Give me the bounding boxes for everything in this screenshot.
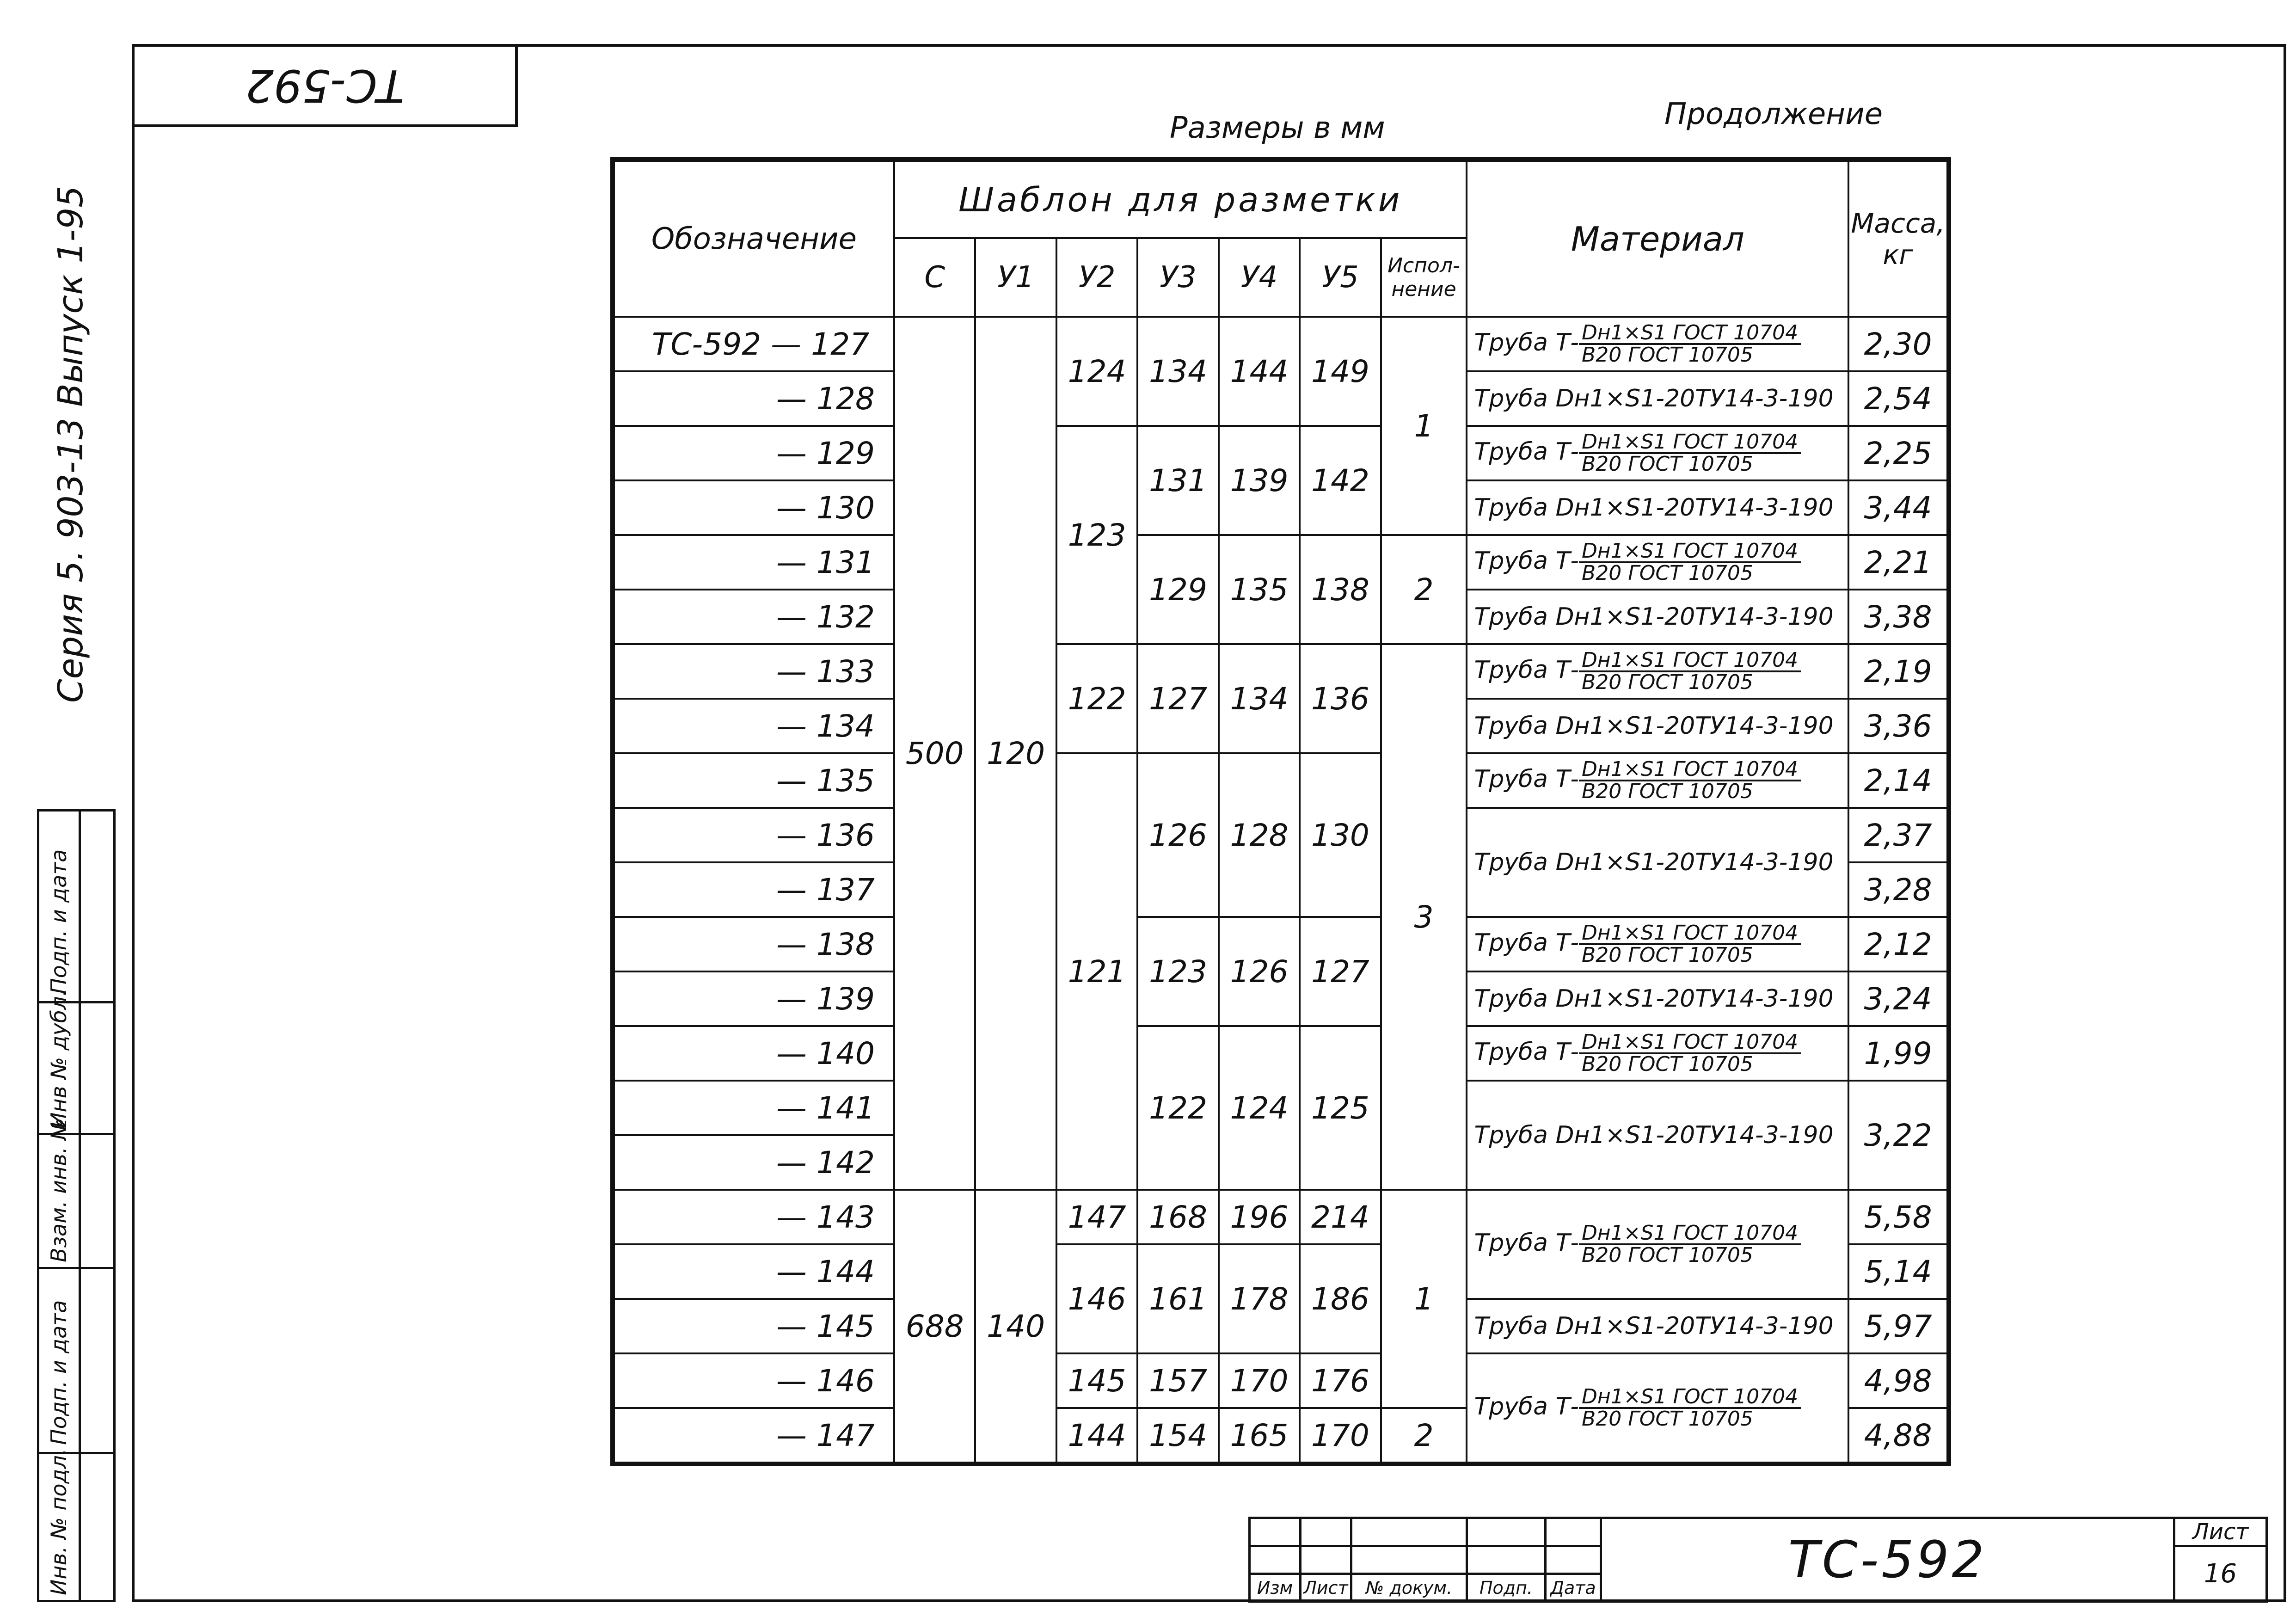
material-prefix: Труба Т- xyxy=(1474,1229,1579,1257)
table-row-designation: — 133 xyxy=(613,644,894,699)
spec-table xyxy=(610,157,1951,1466)
fraction-num: Dн1×S1 ГОСТ 10704 xyxy=(1579,541,1801,563)
material-gost xyxy=(1467,1353,1848,1464)
y5-value: 130 xyxy=(1300,753,1381,917)
material-tu: Труба Dн1×S1-20ТУ14-3-190 xyxy=(1467,971,1848,1026)
version-value: 1 xyxy=(1381,1190,1467,1408)
version-value: 2 xyxy=(1381,1408,1467,1464)
y4-value: 124 xyxy=(1219,1026,1300,1190)
material-fraction xyxy=(1579,323,1801,365)
material-prefix: Труба Т- xyxy=(1474,765,1579,793)
y2-value: 123 xyxy=(1056,426,1137,644)
y3-value: 126 xyxy=(1137,753,1218,917)
mass-value: 2,21 xyxy=(1848,535,1949,590)
material-prefix: Труба Т- xyxy=(1474,1038,1579,1066)
table-row-designation: — 143 xyxy=(613,1190,894,1244)
mass-value: 2,25 xyxy=(1848,426,1949,480)
material-gost xyxy=(1467,1190,1848,1299)
table-row-designation: — 129 xyxy=(613,426,894,480)
y4-value: 178 xyxy=(1219,1244,1300,1353)
y4-value: 165 xyxy=(1219,1408,1300,1464)
fraction-den: В20 ГОСТ 10705 xyxy=(1582,1407,1753,1431)
y3-value: 134 xyxy=(1137,317,1218,426)
header-y3: У3 xyxy=(1137,238,1218,317)
tb-label-sign: Подп. xyxy=(1467,1574,1546,1602)
y4-value: 139 xyxy=(1219,426,1300,535)
y4-value: 144 xyxy=(1219,317,1300,426)
table-row-designation: — 134 xyxy=(613,699,894,753)
material-fraction xyxy=(1579,432,1801,474)
y2-value: 124 xyxy=(1056,317,1137,426)
fraction-num: Dн1×S1 ГОСТ 10704 xyxy=(1579,759,1801,781)
mass-value: 2,19 xyxy=(1848,644,1949,699)
tb-label-list: Лист xyxy=(1301,1574,1351,1602)
y4-value: 196 xyxy=(1219,1190,1300,1244)
table-row-designation: — 135 xyxy=(613,753,894,808)
mass-value: 1,99 xyxy=(1848,1026,1949,1081)
top-code-text: ТС-592 xyxy=(245,60,405,111)
mass-value: 2,30 xyxy=(1848,317,1949,371)
mass-value: 2,54 xyxy=(1848,371,1949,426)
y2-value: 144 xyxy=(1056,1408,1137,1464)
table-row-designation: — 137 xyxy=(613,862,894,917)
y5-value: 170 xyxy=(1300,1408,1381,1464)
mass-value: 5,58 xyxy=(1848,1190,1949,1244)
mass-value: 2,14 xyxy=(1848,753,1949,808)
material-prefix: Труба Т- xyxy=(1474,438,1579,466)
header-y1: У1 xyxy=(975,238,1056,317)
material-gost xyxy=(1467,426,1848,480)
fraction-num: Dн1×S1 ГОСТ 10704 xyxy=(1579,1387,1801,1409)
fraction-den: В20 ГОСТ 10705 xyxy=(1582,561,1753,585)
y2-value: 146 xyxy=(1056,1244,1137,1353)
fraction-num: Dн1×S1 ГОСТ 10704 xyxy=(1579,323,1801,345)
fraction-den: В20 ГОСТ 10705 xyxy=(1582,452,1753,476)
table-row-designation: — 140 xyxy=(613,1026,894,1081)
y5-value: 214 xyxy=(1300,1190,1381,1244)
tb-label-date: Дата xyxy=(1546,1574,1601,1602)
tb-sheet-label: Лист xyxy=(2174,1518,2267,1546)
y5-value: 142 xyxy=(1300,426,1381,535)
tb-label-doc: № докум. xyxy=(1351,1574,1467,1602)
fraction-den: В20 ГОСТ 10705 xyxy=(1582,1052,1753,1076)
tb-sheet-number: 16 xyxy=(2174,1546,2267,1602)
y5-value: 127 xyxy=(1300,917,1381,1026)
table-row-designation: — 130 xyxy=(613,480,894,535)
stamp-label: Инв № дубл. xyxy=(46,989,71,1128)
material-tu: Труба Dн1×S1-20ТУ14-3-190 xyxy=(1467,480,1848,535)
header-template: Шаблон для разметки xyxy=(894,160,1467,238)
y5-value: 149 xyxy=(1300,317,1381,426)
table-row-designation: — 145 xyxy=(613,1299,894,1353)
mass-value: 3,36 xyxy=(1848,699,1949,753)
material-tu: Труба Dн1×S1-20ТУ14-3-190 xyxy=(1467,590,1848,644)
stamp-label: Подп. и дата xyxy=(46,849,71,994)
material-prefix: Труба Т- xyxy=(1474,656,1579,684)
mass-value: 3,28 xyxy=(1848,862,1949,917)
y3-value: 131 xyxy=(1137,426,1218,535)
table-row-designation: — 128 xyxy=(613,371,894,426)
material-gost xyxy=(1467,644,1848,699)
material-fraction xyxy=(1579,541,1801,584)
tb-cell xyxy=(1351,1546,1467,1574)
material-fraction xyxy=(1579,923,1801,965)
y3-value: 154 xyxy=(1137,1408,1218,1464)
fraction-den: В20 ГОСТ 10705 xyxy=(1582,943,1753,967)
material-fraction xyxy=(1579,1387,1801,1429)
y3-value: 168 xyxy=(1137,1190,1218,1244)
table-row-designation: ТС-592 — 127 xyxy=(613,317,894,371)
material-gost xyxy=(1467,317,1848,371)
material-fraction xyxy=(1579,759,1801,802)
y1-value: 140 xyxy=(975,1190,1056,1464)
table-row-designation: — 147 xyxy=(613,1408,894,1464)
material-gost xyxy=(1467,535,1848,590)
y2-value: 147 xyxy=(1056,1190,1137,1244)
material-fraction xyxy=(1579,650,1801,693)
y5-value: 136 xyxy=(1300,644,1381,753)
y3-value: 161 xyxy=(1137,1244,1218,1353)
table-row-designation: — 138 xyxy=(613,917,894,971)
mass-value: 3,24 xyxy=(1848,971,1949,1026)
material-gost xyxy=(1467,753,1848,808)
y3-value: 122 xyxy=(1137,1026,1218,1190)
y5-value: 138 xyxy=(1300,535,1381,644)
stamp-divider xyxy=(37,1267,116,1269)
header-designation: Обозначение xyxy=(613,160,894,317)
table-row-designation: — 139 xyxy=(613,971,894,1026)
tb-cell xyxy=(1301,1518,1351,1546)
tb-cell xyxy=(1546,1518,1601,1546)
top-code-box xyxy=(132,44,518,127)
y3-value: 129 xyxy=(1137,535,1218,644)
fraction-den: В20 ГОСТ 10705 xyxy=(1582,1243,1753,1267)
units-caption: Размеры в мм xyxy=(1170,111,1385,145)
mass-value: 3,44 xyxy=(1848,480,1949,535)
y5-value: 186 xyxy=(1300,1244,1381,1353)
tb-cell xyxy=(1250,1546,1301,1574)
header-c: С xyxy=(894,238,975,317)
tb-label-izm: Изм xyxy=(1250,1574,1301,1602)
version-value: 2 xyxy=(1381,535,1467,644)
y4-value: 134 xyxy=(1219,644,1300,753)
header-y5: У5 xyxy=(1300,238,1381,317)
mass-value: 2,12 xyxy=(1848,917,1949,971)
table-row-designation: — 132 xyxy=(613,590,894,644)
y2-value: 145 xyxy=(1056,1353,1137,1408)
y4-value: 126 xyxy=(1219,917,1300,1026)
tb-cell xyxy=(1250,1518,1301,1546)
fraction-num: Dн1×S1 ГОСТ 10704 xyxy=(1579,1032,1801,1054)
y2-value: 122 xyxy=(1056,644,1137,753)
stamp-label: Взам. инв. № xyxy=(46,1118,71,1262)
series-label: Серия 5. 903-13 Выпуск 1-95 xyxy=(51,185,91,703)
y3-value: 123 xyxy=(1137,917,1218,1026)
y5-value: 125 xyxy=(1300,1026,1381,1190)
material-prefix: Труба Т- xyxy=(1474,1393,1579,1420)
fraction-num: Dн1×S1 ГОСТ 10704 xyxy=(1579,1223,1801,1245)
fraction-num: Dн1×S1 ГОСТ 10704 xyxy=(1579,650,1801,672)
material-prefix: Труба Т- xyxy=(1474,929,1579,957)
header-version: Испол-нение xyxy=(1381,238,1467,317)
material-gost xyxy=(1467,917,1848,971)
fraction-den: В20 ГОСТ 10705 xyxy=(1582,343,1753,367)
tb-cell xyxy=(1301,1546,1351,1574)
header-mass: Масса, кг xyxy=(1848,160,1949,317)
table-row-designation: — 136 xyxy=(613,808,894,862)
fraction-den: В20 ГОСТ 10705 xyxy=(1582,670,1753,694)
stamp-label: Подп. и дата xyxy=(46,1300,71,1445)
material-tu: Труба Dн1×S1-20ТУ14-3-190 xyxy=(1467,1081,1848,1190)
header-y2: У2 xyxy=(1056,238,1137,317)
c-value: 688 xyxy=(894,1190,975,1464)
mass-value: 2,37 xyxy=(1848,808,1949,862)
mass-value: 4,98 xyxy=(1848,1353,1949,1408)
table-row-designation: — 131 xyxy=(613,535,894,590)
fraction-num: Dн1×S1 ГОСТ 10704 xyxy=(1579,432,1801,454)
fraction-num: Dн1×S1 ГОСТ 10704 xyxy=(1579,923,1801,945)
header-y4: У4 xyxy=(1219,238,1300,317)
mass-value: 5,97 xyxy=(1848,1299,1949,1353)
title-block xyxy=(1248,1517,2268,1603)
stamp-divider-v xyxy=(79,809,81,1602)
material-prefix: Труба Т- xyxy=(1474,329,1579,357)
tb-cell xyxy=(1351,1518,1467,1546)
y4-value: 170 xyxy=(1219,1353,1300,1408)
material-prefix: Труба Т- xyxy=(1474,547,1579,575)
material-tu: Труба Dн1×S1-20ТУ14-3-190 xyxy=(1467,1299,1848,1353)
material-tu: Труба Dн1×S1-20ТУ14-3-190 xyxy=(1467,808,1848,917)
mass-value: 3,22 xyxy=(1848,1081,1949,1190)
fraction-den: В20 ГОСТ 10705 xyxy=(1582,780,1753,803)
material-tu: Труба Dн1×S1-20ТУ14-3-190 xyxy=(1467,699,1848,753)
table-row-designation: — 144 xyxy=(613,1244,894,1299)
table-row-designation: — 142 xyxy=(613,1135,894,1190)
tb-code: ТС-592 xyxy=(1601,1518,2174,1602)
y4-value: 128 xyxy=(1219,753,1300,917)
version-value: 1 xyxy=(1381,317,1467,535)
tb-cell xyxy=(1467,1546,1546,1574)
mass-value: 4,88 xyxy=(1848,1408,1949,1464)
table-row-designation: — 146 xyxy=(613,1353,894,1408)
stamp-label: Инв. № подл. xyxy=(46,1448,71,1595)
tb-cell xyxy=(1467,1518,1546,1546)
table-row-designation: — 141 xyxy=(613,1081,894,1135)
material-fraction xyxy=(1579,1032,1801,1075)
y4-value: 135 xyxy=(1219,535,1300,644)
y2-value: 121 xyxy=(1056,753,1137,1190)
header-material: Материал xyxy=(1467,160,1848,317)
y1-value: 120 xyxy=(975,317,1056,1190)
y5-value: 176 xyxy=(1300,1353,1381,1408)
c-value: 500 xyxy=(894,317,975,1190)
material-tu: Труба Dн1×S1-20ТУ14-3-190 xyxy=(1467,371,1848,426)
version-value: 3 xyxy=(1381,644,1467,1190)
mass-value: 5,14 xyxy=(1848,1244,1949,1299)
material-gost xyxy=(1467,1026,1848,1081)
continuation-caption: Продолжение xyxy=(1664,97,1883,131)
y3-value: 127 xyxy=(1137,644,1218,753)
tb-cell xyxy=(1546,1546,1601,1574)
mass-value: 3,38 xyxy=(1848,590,1949,644)
y3-value: 157 xyxy=(1137,1353,1218,1408)
material-fraction xyxy=(1579,1223,1801,1266)
